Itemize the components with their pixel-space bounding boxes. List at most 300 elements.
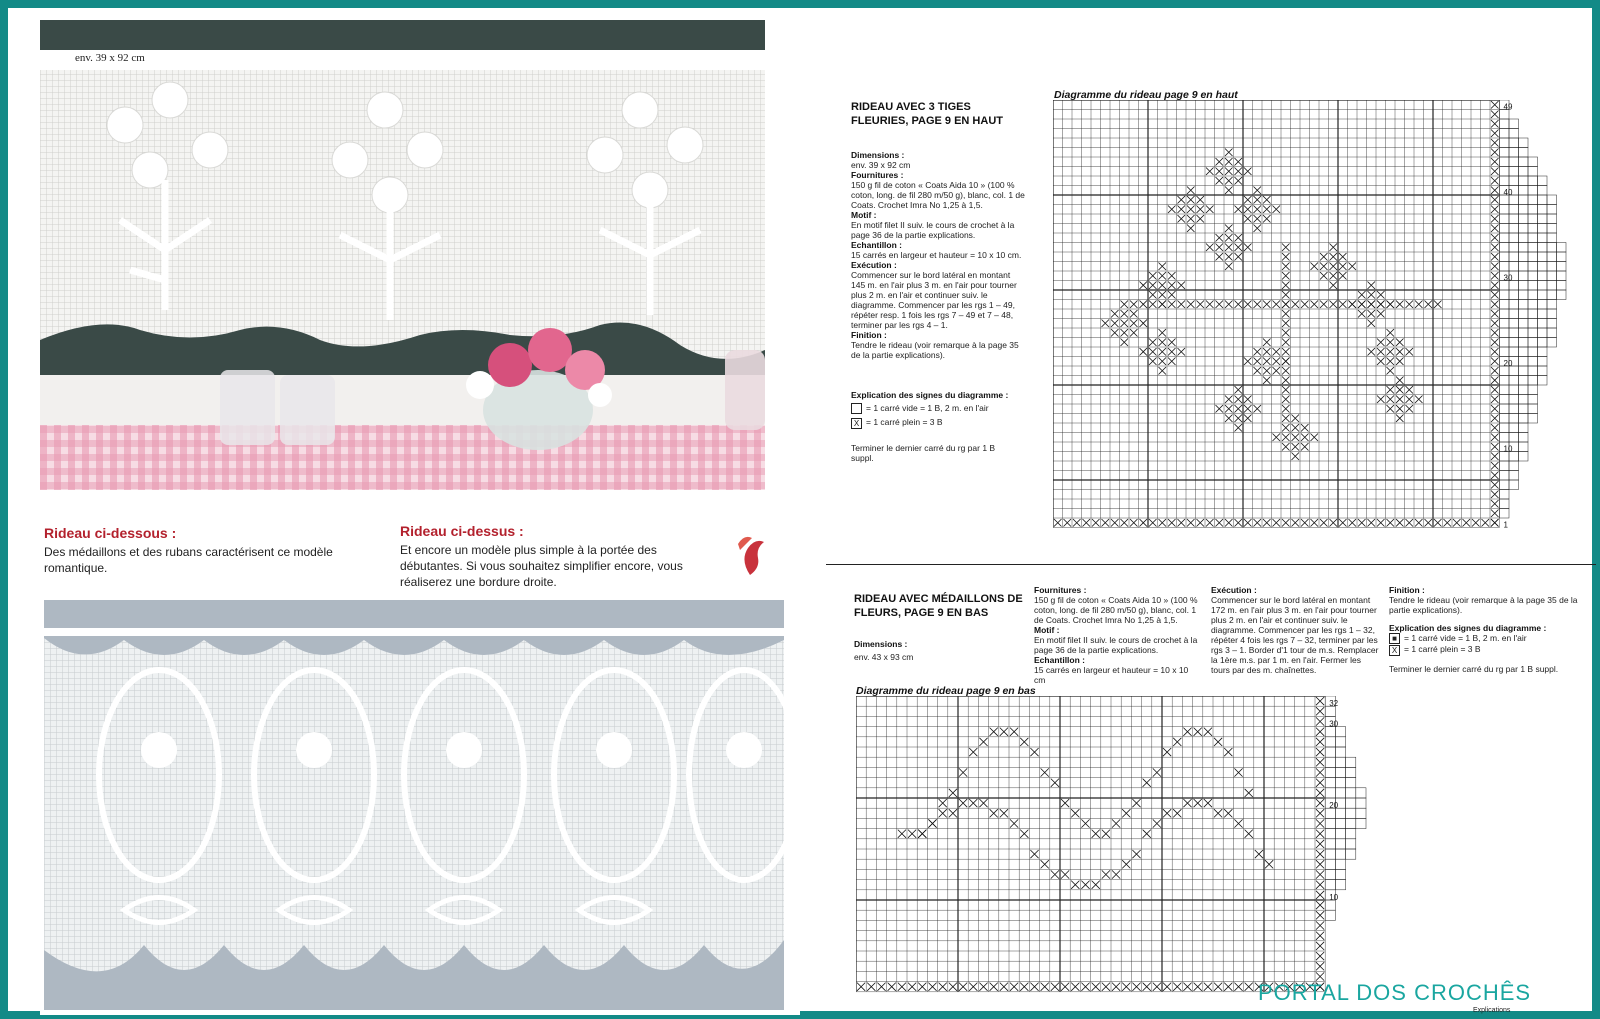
cross-mark [928, 819, 936, 827]
edge-cell [1335, 829, 1345, 839]
edge-cell [1538, 328, 1548, 338]
cross-mark [1244, 244, 1252, 252]
cross-mark [1491, 244, 1499, 252]
cross-mark [1030, 983, 1038, 991]
top-photo-dimensions: env. 39 x 92 cm [75, 52, 145, 64]
cross-mark [1358, 519, 1366, 527]
cross-mark [1153, 768, 1161, 776]
edge-cell [1557, 262, 1567, 272]
cross-mark [867, 983, 875, 991]
cross-mark [1245, 789, 1253, 797]
cross-mark [979, 799, 987, 807]
caption-left [44, 525, 364, 576]
cross-mark [1282, 282, 1290, 290]
edge-cell [1519, 176, 1529, 186]
pattern1-legend-title: Explication des signes du diagramme : [851, 390, 1009, 400]
cross-mark [1330, 282, 1338, 290]
edge-cell [1509, 338, 1519, 348]
row-number-label: 30 [1329, 719, 1339, 729]
cross-mark [1197, 206, 1205, 214]
cross-mark [1244, 415, 1252, 423]
cross-mark [1245, 983, 1253, 991]
cross-mark [1415, 396, 1423, 404]
pattern2-legend-full-row [1389, 644, 1589, 655]
cross-mark [1244, 215, 1252, 223]
cross-mark [1282, 415, 1290, 423]
cross-mark [1491, 453, 1499, 461]
edge-cell [1519, 423, 1529, 433]
edge-cell [1335, 747, 1345, 757]
edge-cell [1538, 376, 1548, 386]
edge-cell [1547, 262, 1557, 272]
edge-cell [1519, 442, 1529, 452]
edge-cell [1509, 328, 1519, 338]
cross-mark [1122, 983, 1130, 991]
cross-mark [1051, 779, 1059, 787]
cross-mark [1168, 358, 1176, 366]
edge-cell [1509, 167, 1519, 177]
cross-mark [1425, 301, 1433, 309]
edge-cell [1509, 461, 1519, 471]
edge-cell [1500, 385, 1510, 395]
cross-mark [1216, 177, 1224, 185]
cross-mark [1316, 881, 1324, 889]
cross-mark [1387, 339, 1395, 347]
edge-cell [1500, 423, 1510, 433]
cross-mark [1316, 717, 1324, 725]
cross-mark [1320, 272, 1328, 280]
edge-cell [1509, 224, 1519, 234]
cross-mark [1216, 253, 1224, 261]
cross-mark [1491, 282, 1499, 290]
cross-mark [1330, 244, 1338, 252]
cross-mark [1330, 301, 1338, 309]
cross-mark [1254, 301, 1262, 309]
pattern1-echantillon-label: Echantillon : [851, 240, 902, 250]
cross-mark [1081, 983, 1089, 991]
cross-mark [1316, 962, 1324, 970]
cross-mark [1265, 860, 1273, 868]
cross-mark [1491, 158, 1499, 166]
cross-mark [1149, 282, 1157, 290]
edge-cell [1557, 252, 1567, 262]
cross-mark [1187, 519, 1195, 527]
edge-cell [1557, 281, 1567, 291]
cross-mark [1292, 453, 1300, 461]
cross-mark [1235, 177, 1243, 185]
edge-cell [1325, 778, 1335, 788]
cross-mark [1112, 870, 1120, 878]
cross-mark [1159, 301, 1167, 309]
edge-cell [1528, 281, 1538, 291]
edge-cell [1547, 224, 1557, 234]
edge-cell [1509, 214, 1519, 224]
cross-mark [1316, 850, 1324, 858]
edge-cell [1325, 829, 1335, 839]
edge-cell [1557, 290, 1567, 300]
cross-mark [1178, 519, 1186, 527]
edge-cell [1346, 808, 1356, 818]
cross-mark [1140, 301, 1148, 309]
edge-cell [1325, 788, 1335, 798]
cross-mark [1235, 158, 1243, 166]
edge-cell [1509, 433, 1519, 443]
pattern1-motif: En motif filet II suiv. le cours de crochet à la page 36 de la partie explications. [851, 220, 1015, 240]
cross-mark [1263, 348, 1271, 356]
edge-cell [1500, 338, 1510, 348]
cross-mark [1316, 707, 1324, 715]
cross-mark [1159, 291, 1167, 299]
edge-cell [1500, 167, 1510, 177]
pattern2-diagram [856, 696, 1456, 996]
edge-cell [1528, 167, 1538, 177]
cross-mark [1041, 860, 1049, 868]
cross-mark [1132, 850, 1140, 858]
cross-mark [1316, 819, 1324, 827]
cross-mark [1149, 272, 1157, 280]
cross-mark [1282, 310, 1290, 318]
cross-mark [1163, 748, 1171, 756]
pattern1-fournitures-label: Fournitures : [851, 170, 904, 180]
pattern1-dimensions-label: Dimensions : [851, 150, 905, 160]
cross-mark [1491, 187, 1499, 195]
cross-mark [1415, 519, 1423, 527]
cross-mark [1491, 320, 1499, 328]
cross-mark [1491, 139, 1499, 147]
cross-mark [1130, 320, 1138, 328]
cross-mark [1406, 405, 1414, 413]
cross-mark [1491, 272, 1499, 280]
pattern1-legend-full-row [851, 417, 1026, 428]
cross-mark [1254, 215, 1262, 223]
edge-cell [1519, 205, 1529, 215]
cross-mark [1061, 870, 1069, 878]
pattern2-dimensions: env. 43 x 93 cm [854, 652, 914, 662]
cross-mark [1102, 830, 1110, 838]
edge-cell [1509, 471, 1519, 481]
cross-mark [1396, 405, 1404, 413]
cross-mark [1214, 738, 1222, 746]
cross-mark [1282, 519, 1290, 527]
cross-mark [979, 983, 987, 991]
edge-cell [1500, 461, 1510, 471]
edge-cell [1509, 157, 1519, 167]
cross-mark [1064, 519, 1072, 527]
edge-cell [1519, 357, 1529, 367]
edge-cell [1325, 818, 1335, 828]
cross-mark [1463, 519, 1471, 527]
edge-cell [1500, 157, 1510, 167]
cross-mark [1073, 519, 1081, 527]
edge-cell [1547, 300, 1557, 310]
row-number-label: 20 [1503, 359, 1513, 368]
cross-mark [1187, 225, 1195, 233]
cross-mark [1368, 320, 1376, 328]
cross-mark [1214, 983, 1222, 991]
cross-mark [1071, 983, 1079, 991]
cross-mark [1225, 405, 1233, 413]
cross-mark [1396, 348, 1404, 356]
edge-cell [1547, 214, 1557, 224]
cross-mark [939, 809, 947, 817]
edge-cell [1538, 205, 1548, 215]
edge-cell [1500, 376, 1510, 386]
edge-cell [1346, 757, 1356, 767]
cross-mark [1339, 519, 1347, 527]
edge-cell [1509, 138, 1519, 148]
cross-mark [1339, 272, 1347, 280]
cross-mark [1130, 519, 1138, 527]
edge-cell [1519, 404, 1529, 414]
cross-mark [959, 768, 967, 776]
cross-mark [1225, 415, 1233, 423]
edge-cell [1346, 818, 1356, 828]
cross-mark [1216, 168, 1224, 176]
edge-cell [1509, 252, 1519, 262]
cross-mark [1491, 291, 1499, 299]
cross-mark [1316, 748, 1324, 756]
cross-mark [1282, 339, 1290, 347]
pattern2-finition-label: Finition : [1389, 585, 1425, 595]
cross-mark [1121, 320, 1129, 328]
cross-mark [1491, 339, 1499, 347]
edge-cell [1509, 395, 1519, 405]
cross-mark [1491, 253, 1499, 261]
pattern2-legend-full: = 1 carré plein = 3 B [1404, 644, 1481, 655]
edge-cell [1528, 176, 1538, 186]
cross-mark [1121, 519, 1129, 527]
cross-mark [1187, 187, 1195, 195]
cross-mark [918, 983, 926, 991]
cross-mark [1316, 809, 1324, 817]
cross-mark [1149, 348, 1157, 356]
cross-mark [1224, 809, 1232, 817]
cross-mark [1491, 215, 1499, 223]
cross-mark [1130, 301, 1138, 309]
edge-cell [1528, 271, 1538, 281]
cross-mark [1149, 358, 1157, 366]
cross-mark [1235, 234, 1243, 242]
edge-cell [1325, 849, 1335, 859]
edge-cell [1519, 319, 1529, 329]
caption-left-body: Des médaillons et des rubans caractérisent ce modèle romantique. [44, 545, 333, 575]
edge-cell [1500, 328, 1510, 338]
top-curtain-photo [40, 20, 765, 490]
edge-cell [1325, 757, 1335, 767]
cross-mark [1292, 424, 1300, 432]
cross-mark [1030, 850, 1038, 858]
cross-mark [1244, 396, 1252, 404]
pattern1-execution-label: Exécution : [851, 260, 897, 270]
cross-mark [1183, 799, 1191, 807]
edge-cell [1519, 300, 1529, 310]
cross-mark [1130, 310, 1138, 318]
pattern2-legend-title: Explication des signes du diagramme : [1389, 623, 1547, 633]
cross-mark [1282, 367, 1290, 375]
cross-mark [1396, 377, 1404, 385]
cross-mark [1282, 291, 1290, 299]
cross-mark [1396, 339, 1404, 347]
cross-mark [1491, 472, 1499, 480]
cross-mark [1282, 253, 1290, 261]
edge-cell [1538, 300, 1548, 310]
edge-cell [1346, 788, 1356, 798]
edge-cell [1538, 290, 1548, 300]
cross-mark [1491, 301, 1499, 309]
edge-cell [1509, 423, 1519, 433]
cross-mark [1206, 244, 1214, 252]
cross-mark [1482, 519, 1490, 527]
cross-mark [1020, 830, 1028, 838]
cross-mark [1206, 519, 1214, 527]
cross-mark [1406, 519, 1414, 527]
pattern1-motif-label: Motif : [851, 210, 877, 220]
cross-mark [1168, 519, 1176, 527]
cross-mark [1194, 799, 1202, 807]
cross-mark [918, 830, 926, 838]
row-number-label: 10 [1503, 444, 1513, 454]
cross-mark [1234, 983, 1242, 991]
cross-mark [1225, 149, 1233, 157]
cross-mark [1316, 870, 1324, 878]
edge-cell [1528, 347, 1538, 357]
pattern2-legend-empty-row [1389, 633, 1589, 644]
edge-cell [1346, 829, 1356, 839]
cross-mark [979, 738, 987, 746]
cross-mark [1491, 111, 1499, 119]
cross-mark [1330, 253, 1338, 261]
cross-mark [1244, 301, 1252, 309]
edge-cell [1538, 195, 1548, 205]
cross-mark [1387, 519, 1395, 527]
edge-cell [1538, 262, 1548, 272]
edge-cell [1335, 778, 1345, 788]
edge-cell [1547, 195, 1557, 205]
edge-cell [1509, 148, 1519, 158]
pattern1-diagram-title: Diagramme du rideau page 9 en haut [1054, 89, 1238, 101]
edge-cell [1528, 328, 1538, 338]
edge-cell [1528, 205, 1538, 215]
cross-mark [1178, 282, 1186, 290]
edge-cell [1528, 319, 1538, 329]
cross-mark [1132, 799, 1140, 807]
cross-mark [1224, 983, 1232, 991]
cross-mark [1235, 253, 1243, 261]
cross-mark [1187, 215, 1195, 223]
edge-cell [1356, 808, 1366, 818]
section-divider [826, 564, 1596, 565]
cross-mark [1273, 519, 1281, 527]
cross-mark [1041, 768, 1049, 776]
cross-mark [1396, 358, 1404, 366]
cross-mark [1159, 358, 1167, 366]
cross-mark [1301, 443, 1309, 451]
cross-mark [1234, 768, 1242, 776]
edge-cell [1547, 328, 1557, 338]
cross-mark [1254, 405, 1262, 413]
cross-mark [1092, 519, 1100, 527]
edge-cell [1519, 262, 1529, 272]
cross-mark [1491, 415, 1499, 423]
cross-mark [1316, 891, 1324, 899]
cross-mark [1368, 291, 1376, 299]
cross-mark [1122, 860, 1130, 868]
cross-mark [1387, 386, 1395, 394]
edge-cell [1325, 859, 1335, 869]
edge-cell [1519, 281, 1529, 291]
cross-mark [1491, 225, 1499, 233]
pattern2-legend-empty: = 1 carré vide = 1 B, 2 m. en l'air [1404, 633, 1527, 643]
row-number-label: 20 [1329, 801, 1339, 811]
cross-mark [1316, 738, 1324, 746]
cross-mark [1491, 263, 1499, 271]
cross-mark [1292, 519, 1300, 527]
cross-mark [1206, 206, 1214, 214]
grid-lines [856, 696, 1325, 992]
edge-cell [1500, 148, 1510, 158]
cross-mark [1282, 263, 1290, 271]
cross-mark [1153, 983, 1161, 991]
edge-cell [1500, 252, 1510, 262]
cross-mark [1330, 519, 1338, 527]
pattern1-fournitures: 150 g fil de coton « Coats Aida 10 » (100 % coton, long. de fil 280 m/50 g), blanc, col. 1 de Coats. Crochet Imra No 1,25 à 1,5. [851, 180, 1025, 210]
edge-cell [1519, 309, 1529, 319]
cross-mark [1292, 434, 1300, 442]
cross-mark [1311, 434, 1319, 442]
cross-mark [1140, 348, 1148, 356]
cross-mark [1316, 952, 1324, 960]
cross-mark [1254, 519, 1262, 527]
cross-mark [1149, 291, 1157, 299]
edge-cell [1538, 186, 1548, 196]
edge-cell [1325, 880, 1335, 890]
edge-cell [1509, 376, 1519, 386]
cross-mark [1102, 519, 1110, 527]
cross-mark [1358, 291, 1366, 299]
cross-mark [1368, 282, 1376, 290]
edge-cell [1547, 319, 1557, 329]
cross-mark [1216, 405, 1224, 413]
cross-mark [1377, 310, 1385, 318]
edge-cell [1538, 176, 1548, 186]
edge-cell [1528, 404, 1538, 414]
cross-mark [1159, 282, 1167, 290]
cross-mark [1273, 206, 1281, 214]
cross-mark [1010, 728, 1018, 736]
edge-cell [1346, 778, 1356, 788]
cross-mark [1225, 187, 1233, 195]
edge-cell [1538, 233, 1548, 243]
cross-mark [908, 830, 916, 838]
edge-cell [1500, 319, 1510, 329]
cross-mark [1406, 348, 1414, 356]
edge-cell [1325, 839, 1335, 849]
edge-cell [1509, 385, 1519, 395]
edge-cell [1538, 271, 1548, 281]
top-curtain-illustration [40, 20, 765, 490]
edge-cell [1500, 509, 1510, 519]
edge-cell [1519, 347, 1529, 357]
cross-mark [1020, 983, 1028, 991]
edge-cell [1509, 347, 1519, 357]
edge-cell [1509, 243, 1519, 253]
cross-mark [1178, 348, 1186, 356]
cross-mark [1273, 358, 1281, 366]
cross-mark [1292, 301, 1300, 309]
cross-mark [1183, 728, 1191, 736]
cross-mark [1273, 301, 1281, 309]
cross-mark [1254, 348, 1262, 356]
